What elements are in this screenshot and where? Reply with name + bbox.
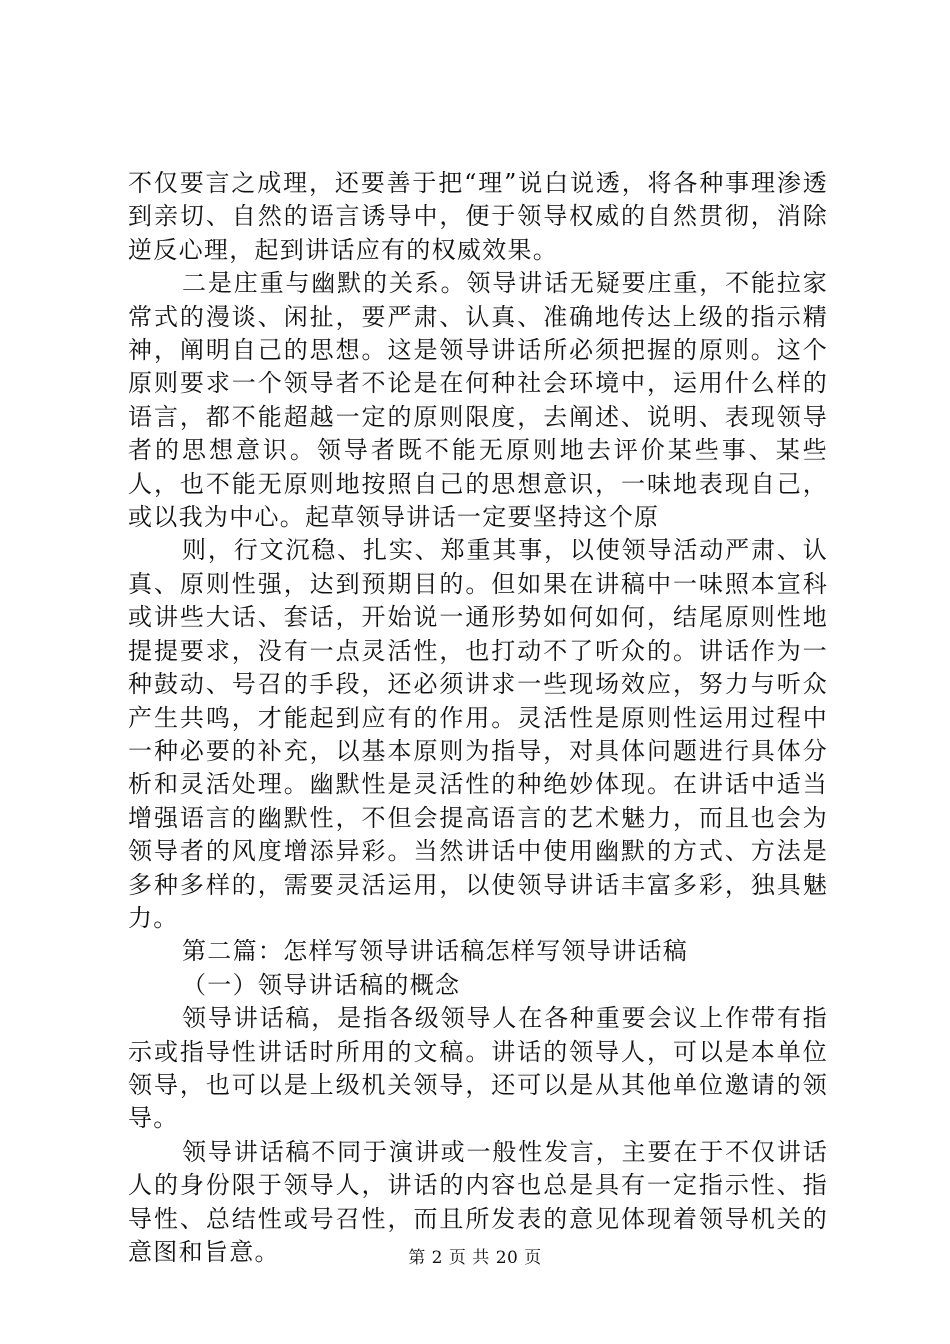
paragraph-continued: 不仅要言之成理，还要善于把“理”说白说透，将各种事理渗透到亲切、自然的语言诱导中，便于领导权威的自然贯彻，消除逆反心理，起到讲话应有的权威效果。: [128, 169, 828, 264]
paragraph-distinction: 领导讲话稿不同于演讲或一般性发言，主要在于不仅讲话人的身份限于领导人，讲话的内容也总是具有一定指示性、指导性、总结性或号召性，而且所发表的意见体现着领导机关的意图和旨意。: [128, 1137, 828, 1266]
section-heading: 第二篇：怎样写领导讲话稿怎样写领导讲话稿: [182, 937, 688, 966]
paragraph-principle-flexibility: 则，行文沉稳、扎实、郑重其事，以使领导活动严肃、认真、原则性强，达到预期目的。但如果在讲稿中一味照本宣科或讲些大话、套话，开始说一通形势如何如何，结尾原则性地提提要求，没有一点灵活性，也打动不了听众的。讲话作为一种鼓动、号召的手段，还必须讲求一些现场效应，努力与听众产生共鸣，才能起到应有的作用。灵活性是原则性运用过程中一种必要的补充，以基本原则为指导，对具体问题进行具体分析和灵活处理。幽默性是灵活性的种绝妙体现。在讲话中适当增强语言的幽默性，不但会提高语言的艺术魅力，而且也会为领导者的风度增添异彩。当然讲话中使用幽默的方式、方法是多种多样的，需要灵活运用，以使领导讲话丰富多彩，独具魅力。: [128, 536, 828, 932]
document-body: [128, 167, 828, 1269]
subsection-heading: （一）领导讲话稿的概念: [182, 970, 461, 999]
page-footer: 第 2 页 共 20 页: [408, 1248, 542, 1268]
paragraph-definition: 领导讲话稿，是指各级领导人在各种重要会议上作带有指示或指导性讲话时所用的文稿。讲话的领导人，可以是本单位领导，也可以是上级机关领导，还可以是从其他单位邀请的领导。: [128, 1004, 828, 1133]
paragraph-solemnity-humor: 二是庄重与幽默的关系。领导讲话无疑要庄重，不能拉家常式的漫谈、闲扯，要严肃、认真、准确地传达上级的指示精神，阐明自己的思想。这是领导讲话所必须把握的原则。这个原则要求一个领导者不论是在何种社会环境中，运用什么样的语言，都不能超越一定的原则限度，去阐述、说明、表现领导者的思想意识。领导者既不能无原则地去评价某些事、某些人，也不能无原则地按照自己的思想意识，一味地表现自己，或以我为中心。起草领导讲话一定要坚持这个原: [128, 269, 828, 532]
